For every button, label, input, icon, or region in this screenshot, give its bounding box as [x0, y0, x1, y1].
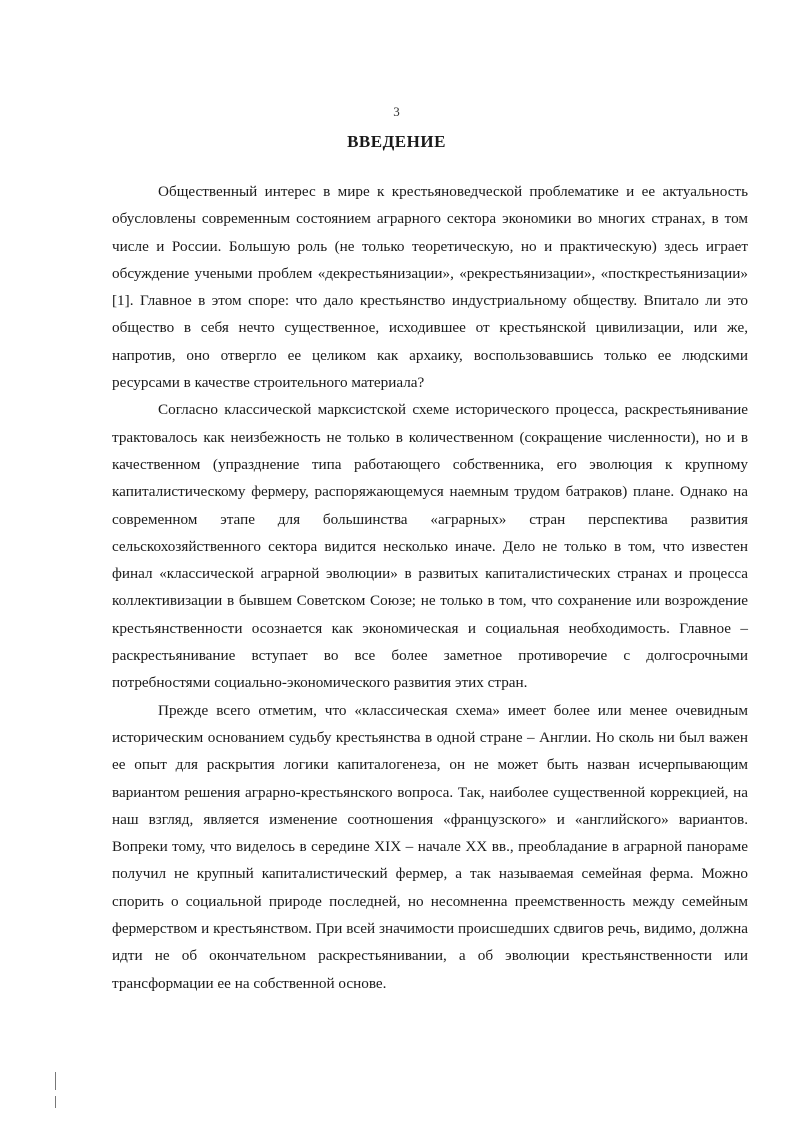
paragraph: Согласно классической марксистской схеме исторического процесса, раскрестьянивание трактовалось как неизбежность не только в количественном (сокращение численности), но и в качественном (упразднение типа работающего собственника, его эволюция к крупному капиталистическому фермеру, распоряжающемуся наемным трудом батраков) плане. Однако на современном этапе для большинства «аграрных» стран перспектива развития сельскохозяйственного сектора видится несколько иначе. Дело не только в том, что известен финал «классической аграрной эволюции» в развитых капиталистических странах и процесса коллективизации в бывшем Советском Союзе; не только в том, что сохранение или возрождение крестьянственности осознается как экономическая и социальная необходимость. Главное – раскрестьянивание вступает во все более заметное противоречие с долгосрочными потребностями социально-экономического развития этих стран.	[112, 401, 748, 692]
paragraph: Общественный интерес в мире к крестьяноведческой проблематике и ее актуальность обусловлены современным состоянием аграрного сектора экономики во многих странах, в том числе и России. Большую роль (не только теоретическую, но и практическую) здесь играет обсуждение учеными проблем «декрестьянизации», «рекрестьянизации», «посткрестьянизации» [1]. Главное в этом споре: что дало крестьянство индустриальному обществу. Впитало ли это общество в себя нечто существенное, исходившее от крестьянской цивилизации, или же, напротив, оно отвергло ее целиком как архаику, воспользовавшись только ее людскими ресурсами в качестве строительного материала?	[112, 183, 748, 392]
scan-margin-mark	[55, 1072, 56, 1090]
page-title: ВВЕДЕНИЕ	[347, 132, 446, 151]
page-number: 3	[393, 104, 400, 119]
scan-margin-mark	[55, 1096, 56, 1108]
body-text	[112, 178, 748, 997]
paragraph: Прежде всего отметим, что «классическая схема» имеет более или менее очевидным историческим основанием судьбу крестьянства в одной стране – Англии. Но сколь ни был важен ее опыт для раскрытия логики капиталогенеза, он не может быть назван исчерпывающим вариантом решения аграрно-крестьянского вопроса. Так, наиболее существенной коррекцией, на наш взгляд, является изменение соотношения «французского» и «английского» вариантов. Вопреки тому, что виделось в середине XIX – начале XX вв., преобладание в аграрной панораме получил не крупный капиталистический фермер, а так называемая семейная ферма. Можно спорить о социальной природе последней, но несомненна преемственность между семейным фермерством и крестьянством. При всей значимости происшедших сдвигов речь, видимо, должна идти не об окончательном раскрестьянивании, а об эволюции крестьянственности или трансформации ее на собственной основе.	[112, 701, 748, 992]
